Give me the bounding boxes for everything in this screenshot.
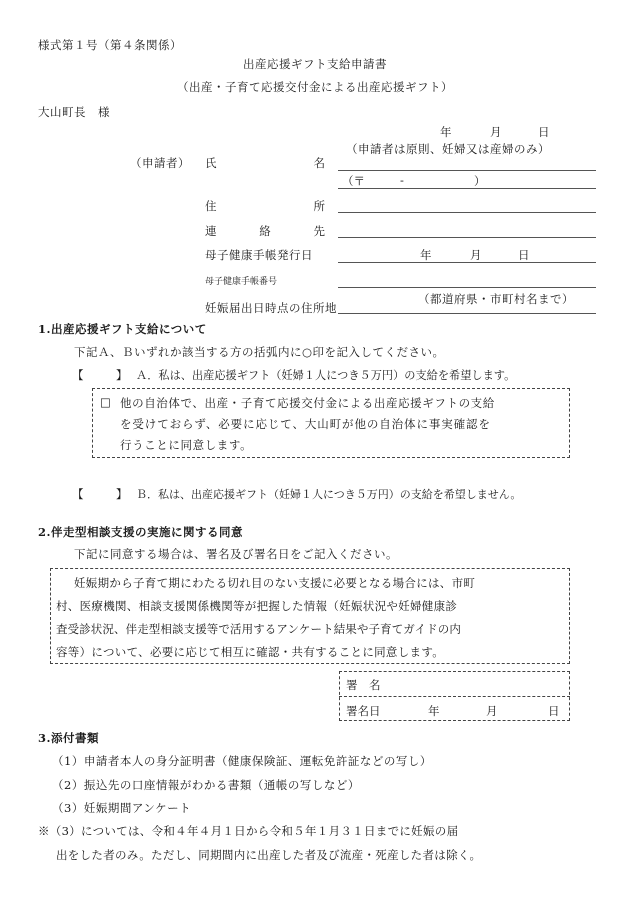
pregnancy-address-label: 妊娠届出日時点の住所地: [205, 301, 337, 315]
option-b-text: Ｂ．私は、出産応援ギフト（妊婦１人につき５万円）の支給を希望しません。: [136, 488, 522, 501]
name-label: 氏 名: [205, 156, 325, 170]
contact-field-line[interactable]: [338, 237, 596, 238]
pregnancy-address-field-line[interactable]: [338, 313, 596, 314]
handbook-date-field-line[interactable]: [338, 262, 596, 263]
form-number: 様式第１号（第４条関係）: [38, 38, 182, 52]
signature-day: 日: [548, 704, 560, 718]
section1-instruction: 下記Ａ、Ｂいずれか該当する方の括弧内に○印を記入してください。: [74, 345, 445, 359]
attachment-item-3: （3）妊娠期間アンケート: [52, 801, 192, 815]
pregnancy-address-hint: （都道府県・市町村名まで）: [418, 292, 574, 306]
page-subtitle: （出産・子育て応援交付金による出産応援ギフト）: [177, 80, 453, 94]
option-b-mark-area[interactable]: [90, 482, 116, 502]
option-a-bracket-open: 【: [72, 368, 84, 382]
consent-checkbox[interactable]: □: [100, 395, 111, 409]
date-year-label: 年: [440, 125, 452, 139]
section1-consent-line-3: 行うことに同意します。: [120, 438, 253, 452]
attachment-item-2: （2）振込先の口座情報がわかる書類（通帳の写しなど）: [52, 778, 360, 792]
addressee: 大山町長 様: [38, 105, 110, 119]
postal-dash: -: [400, 173, 404, 187]
section2-consent-line-2: 村、医療機関、相談支援関係機関等が把握した情報（妊娠状況や妊婦健康診: [56, 599, 458, 613]
signature-label: 署 名: [346, 678, 381, 692]
handbook-day: 日: [518, 248, 530, 262]
attachment-item-1: （1）申請者本人の身分証明書（健康保険証、運転免許証などの写し）: [52, 754, 432, 768]
signature-date-label: 署名日: [346, 704, 381, 718]
signature-month: 月: [486, 704, 498, 718]
signature-field[interactable]: [400, 673, 566, 693]
section2-consent-line-4: 容等）について、必要に応じて相互に確認・共有することに同意します。: [56, 645, 445, 659]
option-a-mark-area[interactable]: [90, 363, 116, 383]
section2-consent-line-3: 査受診状況、伴走型相談支援等で活用するアンケート結果や子育てガイドの内: [56, 622, 461, 636]
section2-consent-line-1: 妊娠期から子育て期にわたる切れ目のない支援に必要となる場合には、市町: [74, 576, 476, 590]
postal-field-line[interactable]: [338, 188, 596, 189]
section2-heading: 2.伴走型相談支援の実施に関する同意: [38, 525, 244, 539]
applicant-note: （申請者は原則、妊婦又は産婦のみ）: [346, 142, 550, 156]
option-b-bracket-close: 】: [116, 487, 128, 501]
handbook-month: 月: [470, 248, 482, 262]
section3-heading: 3.添付書類: [38, 731, 100, 745]
attachment-note-line-2: 出をした者のみ。ただし、同期間内に出産した者及び流産・死産した者は除く。: [56, 848, 482, 862]
handbook-number-field-line[interactable]: [338, 287, 596, 288]
address-field-line[interactable]: [338, 212, 596, 213]
section1-heading: 1.出産応援ギフト支給について: [38, 322, 207, 336]
handbook-number-label: 母子健康手帳番号: [205, 277, 278, 287]
contact-label: 連 絡 先: [205, 224, 325, 238]
option-b-bracket-open: 【: [72, 487, 84, 501]
postal-close: ）: [474, 174, 486, 188]
attachment-note-line-1: ※（3）については、令和４年４月１日から令和５年１月３１日までに妊娠の届: [38, 824, 459, 838]
page-title: 出産応援ギフト支給申請書: [243, 57, 387, 71]
name-field-line[interactable]: [338, 170, 596, 171]
signature-year: 年: [428, 704, 440, 718]
section2-instruction: 下記に同意する場合は、署名及び署名日をご記入ください。: [74, 547, 398, 561]
handbook-year: 年: [420, 248, 432, 262]
address-label: 住 所: [205, 199, 325, 213]
handbook-date-label: 母子健康手帳発行日: [205, 248, 313, 262]
postal-open: （〒: [342, 174, 365, 188]
option-a-text: Ａ．私は、出産応援ギフト（妊婦１人につき５万円）の支給を希望します。: [136, 369, 516, 382]
option-a-bracket-close: 】: [116, 368, 128, 382]
section1-consent-line-2: を受けておらず、必要に応じて、大山町が他の自治体に事実確認を: [120, 417, 491, 431]
signature-divider: [339, 696, 570, 697]
applicant-label: （申請者）: [130, 156, 190, 170]
date-month-label: 月: [490, 125, 502, 139]
section1-consent-line-1: 他の自治体で、出産・子育て応援交付金による出産応援ギフトの支給: [120, 396, 495, 410]
date-day-label: 日: [538, 125, 550, 139]
